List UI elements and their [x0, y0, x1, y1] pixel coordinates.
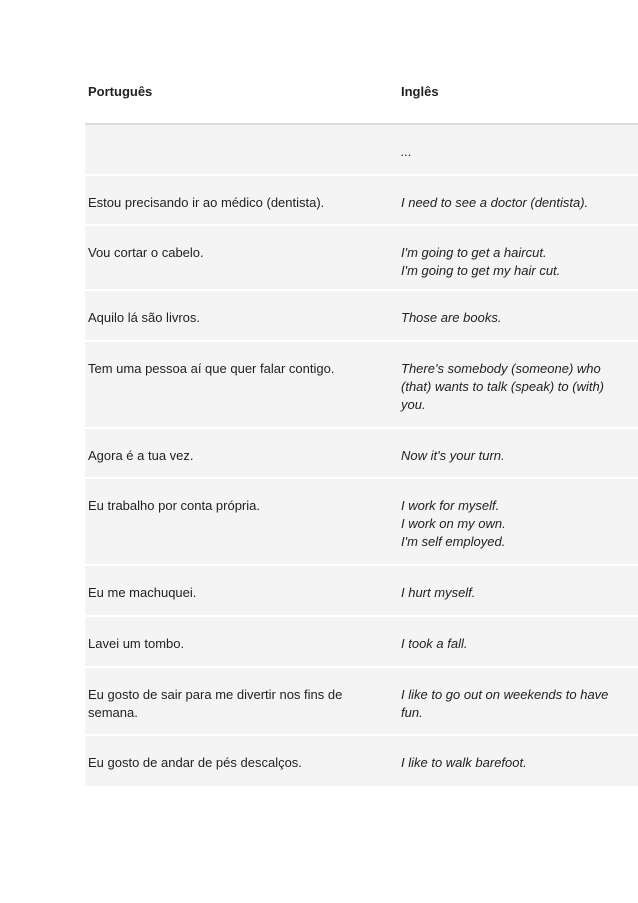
portuguese-cell: [85, 617, 401, 666]
english-cell: [401, 125, 638, 174]
portuguese-text: Aquilo lá são livros.: [88, 310, 200, 325]
english-text: Now it's your turn.: [401, 448, 505, 463]
english-cell: [401, 226, 638, 289]
table-row: [85, 291, 638, 342]
header-portuguese: Português: [88, 84, 153, 99]
portuguese-cell: [85, 291, 401, 340]
portuguese-cell: [85, 342, 401, 427]
table-row: [85, 429, 638, 479]
english-text: Those are books.: [401, 310, 502, 325]
english-text: ...: [401, 144, 412, 159]
english-cell: [401, 479, 638, 564]
english-text: fun.: [401, 705, 423, 720]
table-row: [85, 125, 638, 176]
english-text: I like to walk barefoot.: [401, 755, 527, 770]
english-text: I hurt myself.: [401, 585, 476, 600]
portuguese-text: Lavei um tombo.: [88, 636, 185, 651]
english-text: I'm going to get a haircut.: [401, 245, 547, 260]
portuguese-cell: [85, 125, 401, 174]
portuguese-text: Eu gosto de andar de pés descalços.: [88, 755, 302, 770]
table-row: [85, 617, 638, 668]
portuguese-text: Agora é a tua vez.: [88, 448, 194, 463]
table-row: [85, 736, 638, 788]
english-text: I'm self employed.: [401, 534, 506, 549]
english-cell: [401, 617, 638, 666]
english-cell: [401, 342, 638, 427]
portuguese-text: semana.: [88, 705, 138, 720]
english-text: I work for myself.: [401, 498, 500, 513]
english-text: I work on my own.: [401, 516, 506, 531]
phrase-table: [85, 62, 638, 788]
english-cell: [401, 429, 638, 477]
table-row: [85, 226, 638, 291]
table-header-row: [85, 62, 638, 125]
english-text: I need to see a doctor (dentista).: [401, 195, 589, 210]
portuguese-text: Eu trabalho por conta própria.: [88, 498, 260, 513]
english-text: I'm going to get my hair cut.: [401, 263, 561, 278]
portuguese-cell: [85, 736, 401, 786]
portuguese-text: Vou cortar o cabelo.: [88, 245, 204, 260]
english-text: I like to go out on weekends to have: [401, 687, 609, 702]
portuguese-cell: [85, 479, 401, 564]
english-text: I took a fall.: [401, 636, 468, 651]
portuguese-cell: [85, 668, 401, 734]
portuguese-text: Eu me machuquei.: [88, 585, 197, 600]
english-cell: [401, 176, 638, 224]
portuguese-cell: [85, 429, 401, 477]
portuguese-text: Estou precisando ir ao médico (dentista).: [88, 195, 325, 210]
table-row: [85, 566, 638, 617]
table-row: [85, 479, 638, 566]
english-cell: [401, 291, 638, 340]
header-english: Inglês: [401, 84, 439, 99]
english-text: There's somebody (someone) who: [401, 361, 601, 376]
english-cell: [401, 736, 638, 786]
portuguese-cell: [85, 226, 401, 289]
portuguese-text: Eu gosto de sair para me divertir nos fins de: [88, 687, 343, 702]
english-cell: [401, 566, 638, 615]
portuguese-text: Tem uma pessoa aí que quer falar contigo.: [88, 361, 335, 376]
portuguese-cell: [85, 566, 401, 615]
english-text: you.: [401, 397, 426, 412]
portuguese-cell: [85, 176, 401, 224]
english-cell: [401, 668, 638, 734]
table-row: [85, 668, 638, 736]
table-row: [85, 176, 638, 226]
english-text: (that) wants to talk (speak) to (with): [401, 379, 605, 394]
table-row: [85, 342, 638, 429]
